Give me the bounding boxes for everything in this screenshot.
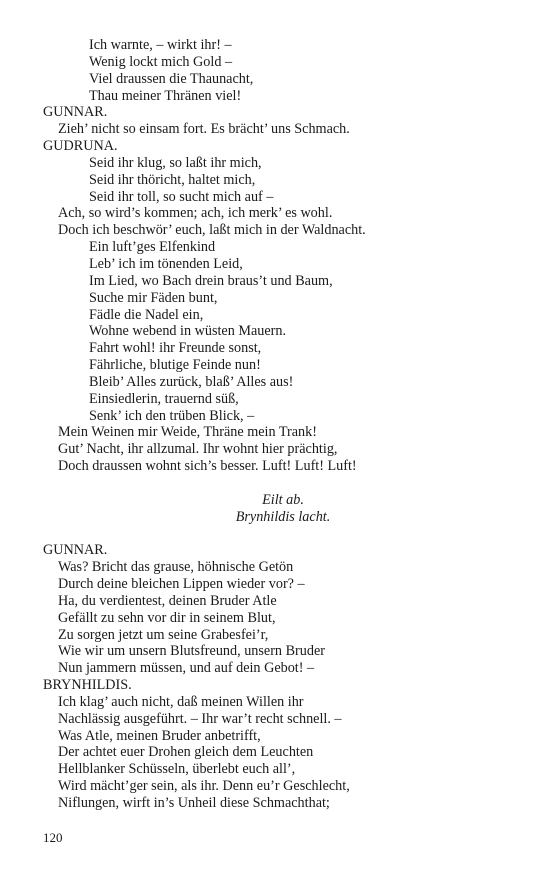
verse-line: Senk’ ich den trüben Blick, –: [89, 407, 255, 424]
verse-line: Leb’ ich im tönenden Leid,: [89, 255, 243, 272]
verse-line: Ich klag’ auch nicht, daß meinen Willen ihr: [58, 693, 304, 710]
verse-line: Fädle die Nadel ein,: [89, 306, 204, 323]
verse-line: Wird mächt’ger sein, als ihr. Denn eu’r Geschlecht,: [58, 778, 350, 795]
verse-line: Zieh’ nicht so einsam fort. Es brächt’ uns Schmach.: [58, 121, 350, 138]
verse-line: Thau meiner Thränen viel!: [89, 87, 242, 104]
verse-line: Bleib’ Alles zurück, blaß’ Alles aus!: [89, 373, 294, 390]
verse-line: Niflungen, wirft in’s Unheil diese Schmachthat;: [58, 794, 330, 811]
verse-line: Zu sorgen jetzt um seine Grabesfei’r,: [58, 626, 269, 643]
speaker-name: GUDRUNA.: [43, 138, 118, 155]
verse-line: Nachlässig ausgeführt. – Ihr war’t recht schnell. –: [58, 710, 342, 727]
verse-line: Ein luft’ges Elfenkind: [89, 239, 216, 256]
verse-line: Hellblanker Schüsseln, überlebt euch all’,: [58, 761, 296, 778]
verse-line: Seid ihr toll, so sucht mich auf –: [89, 188, 274, 205]
verse-line: Mein Weinen mir Weide, Thräne mein Trank!: [58, 424, 317, 441]
blank-line: [43, 525, 523, 542]
verse-line: Gefällt zu sehn vor dir in seinem Blut,: [58, 609, 276, 626]
verse-line: Doch ich beschwör’ euch, laßt mich in der Waldnacht.: [58, 222, 366, 239]
verse-line: Was Atle, meinen Bruder anbetrifft,: [58, 727, 261, 744]
verse-line: Ha, du verdientest, deinen Bruder Atle: [58, 592, 277, 609]
speaker-name: GUNNAR.: [43, 104, 108, 121]
verse-line: Wenig lockt mich Gold –: [89, 53, 233, 70]
verse-line: Durch deine bleichen Lippen wieder vor? –: [58, 576, 305, 592]
speaker-name: BRYNHILDIS.: [43, 677, 132, 694]
verse-line: Suche mir Fäden bunt,: [89, 289, 218, 306]
verse-line: Was? Bricht das grause, höhnische Getön: [58, 559, 294, 576]
speaker-name: GUNNAR.: [43, 542, 108, 559]
verse-line: Seid ihr klug, so laßt ihr mich,: [89, 154, 262, 171]
verse-line: Der achtet euer Drohen gleich dem Leuchten: [58, 744, 314, 761]
page-number: 120: [43, 830, 63, 845]
stage-direction: Eilt ab.: [262, 491, 304, 508]
verse-line: Ich warnte, – wirkt ihr! –: [89, 37, 232, 53]
verse-line: Im Lied, wo Bach drein braus’t und Baum,: [89, 272, 333, 289]
verse-line: Fährliche, blutige Feinde nun!: [89, 357, 261, 374]
verse-line: Wie wir um unsern Blutsfreund, unsern Bruder: [58, 643, 325, 660]
stage-direction: Brynhildis lacht.: [235, 508, 331, 525]
verse-line: Wohne webend in wüsten Mauern.: [89, 323, 287, 340]
verse-line: Einsiedlerin, trauernd süß,: [89, 390, 239, 407]
verse-line: Gut’ Nacht, ihr allzumal. Ihr wohnt hier prächtig,: [58, 441, 338, 458]
verse-line: Nun jammern müssen, und auf dein Gebot! –: [58, 660, 315, 677]
page-text: [43, 37, 523, 812]
verse-line: Seid ihr thöricht, haltet mich,: [89, 171, 256, 188]
verse-line: Viel draussen die Thaunacht,: [89, 70, 254, 87]
blank-line: [43, 475, 523, 492]
verse-line: Ach, so wird’s kommen; ach, ich merk’ es wohl.: [58, 205, 333, 222]
verse-line: Fahrt wohl! ihr Freunde sonst,: [89, 340, 262, 357]
verse-line: Doch draussen wohnt sich’s besser. Luft! Luft! Luft!: [58, 458, 357, 475]
